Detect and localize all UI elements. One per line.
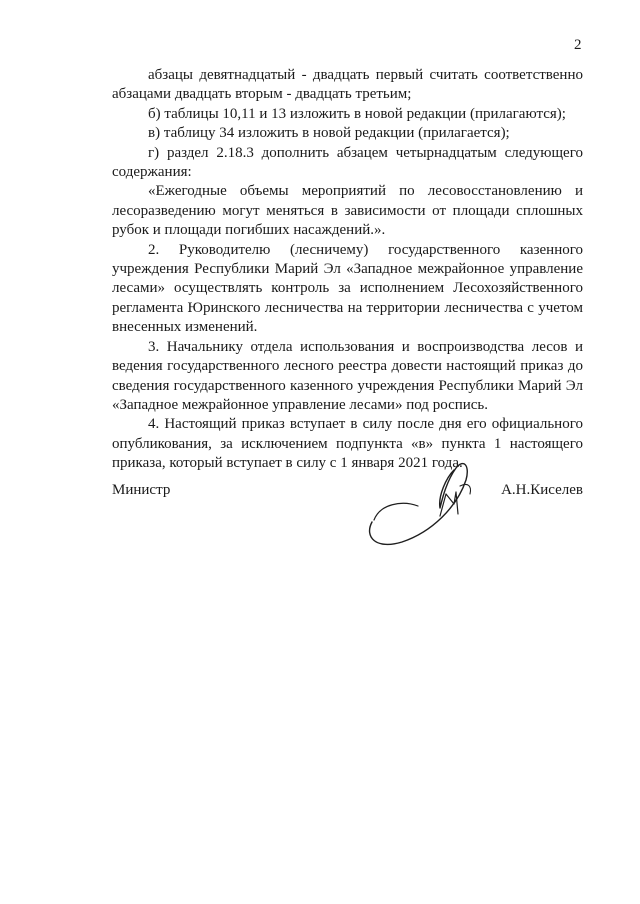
paragraph-clause-1-abzacy: абзацы девятнадцатый - двадцать первый считать соответственно абзацами двадцать вторым - двадцать третьим; (112, 67, 583, 103)
paragraph-clause-4: 4. Настоящий приказ вступает в силу после дня его официального опубликования, за исключением подпункта «в» пункта 1 настоящего приказа, который вступает в силу с 1 января 2021 года. (112, 416, 583, 472)
paragraph-clause-2: 2. Руководителю (лесничему) государственного казенного учреждения Республики Марий Эл «Западное межрайонное управление лесами» осуществлять контроль за исполнением Лесохозяйственного регламента Юринского лесничества на территории лесничества с учетом внесенных изменений. (112, 241, 583, 336)
paragraph-quoted-insert: «Ежегодные объемы мероприятий по лесовосстановлению и лесоразведению могут меняться в зависимости от площади сплошных рубок и площади погибших насаждений.». (112, 183, 583, 239)
signer-position-title: Министр (112, 482, 171, 498)
paragraph-clause-3: 3. Начальнику отдела использования и воспроизводства лесов и ведения государственного лесного реестра довести настоящий приказ до сведения государственного казенного учреждения Республики Марий Эл «Западное межрайонное управление лесами» под роспись. (112, 338, 583, 413)
signer-name: А.Н.Киселев (501, 482, 583, 498)
paragraph-clause-1b: б) таблицы 10,11 и 13 изложить в новой редакции (прилагаются); (148, 105, 566, 122)
paragraph-clause-1v: в) таблицу 34 изложить в новой редакции (прилагается); (148, 125, 510, 142)
signature-block (112, 470, 583, 550)
paragraph-clause-1g: г) раздел 2.18.3 дополнить абзацем четырнадцатым следующего содержания: (112, 144, 583, 181)
page-number: 2 (574, 37, 582, 53)
signature-icon (362, 442, 497, 552)
document-body (112, 66, 583, 474)
